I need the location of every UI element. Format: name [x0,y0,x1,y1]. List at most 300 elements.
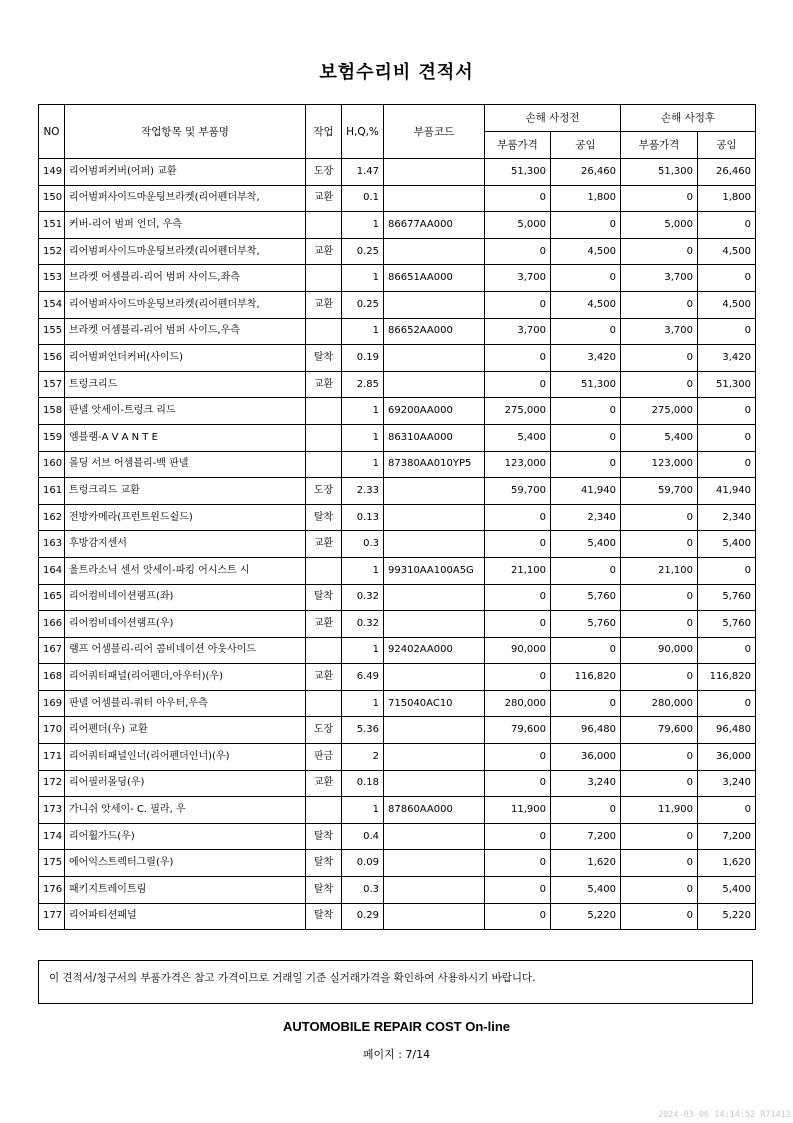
cell-part-code [384,238,485,265]
cell-labor-after: 51,300 [698,371,756,398]
cell-item: 램프 어셈블리-리어 콤비네이션 아웃사이드 [65,637,306,664]
cell-labor-after: 0 [698,424,756,451]
cell-hq: 6.49 [342,664,384,691]
cell-item: 리어휠가드(우) [65,823,306,850]
cell-part-price-before: 0 [485,185,551,212]
cell-part-code: 87380AA010YP5 [384,451,485,478]
cell-hq: 0.25 [342,238,384,265]
cell-part-price-after: 0 [621,185,698,212]
cell-part-code [384,664,485,691]
cell-labor-before: 36,000 [551,744,621,771]
cell-labor-after: 96,480 [698,717,756,744]
table-row [39,451,756,478]
cell-item: 가니쉬 앗세이- C. 필라, 우 [65,797,306,824]
cell-labor-before: 0 [551,637,621,664]
cell-labor-before: 5,760 [551,584,621,611]
cell-part-code [384,345,485,372]
cell-part-price-before: 0 [485,584,551,611]
cell-item: 에어익스트렉터그릴(우) [65,850,306,877]
cell-item: 엠블램-A V A N T E [65,424,306,451]
cell-part-price-before: 0 [485,823,551,850]
cell-part-price-after: 0 [621,664,698,691]
table-row [39,797,756,824]
cell-no: 156 [39,345,65,372]
cell-labor-after: 3,240 [698,770,756,797]
cell-work [306,398,342,425]
cell-part-price-before: 0 [485,877,551,904]
cell-labor-after: 1,620 [698,850,756,877]
cell-work: 탈착 [306,584,342,611]
cell-hq: 2 [342,744,384,771]
cell-item: 패키지트레이트림 [65,877,306,904]
cell-part-price-before: 275,000 [485,398,551,425]
cell-work [306,451,342,478]
cell-item: 리어파티션패널 [65,903,306,930]
cell-no: 162 [39,504,65,531]
cell-work: 판금 [306,744,342,771]
cell-hq: 0.25 [342,291,384,318]
cell-item: 후방감지센서 [65,531,306,558]
cell-labor-after: 4,500 [698,291,756,318]
cell-labor-after: 26,460 [698,159,756,186]
cell-part-price-before: 90,000 [485,637,551,664]
cell-hq: 0.09 [342,850,384,877]
cell-item: 트렁크리드 교환 [65,478,306,505]
cell-work [306,690,342,717]
cell-labor-before: 0 [551,212,621,239]
cell-labor-before: 0 [551,265,621,292]
cell-work: 탈착 [306,823,342,850]
cell-part-code [384,478,485,505]
page-number: 페이지 : 7/14 [362,1048,431,1061]
cell-part-price-after: 0 [621,744,698,771]
header-part-code: 부품코드 [384,105,485,159]
cell-part-code: 99310AA100A5G [384,557,485,584]
cell-no: 176 [39,877,65,904]
cell-hq: 0.3 [342,877,384,904]
cell-part-price-after: 3,700 [621,265,698,292]
cell-labor-before: 0 [551,398,621,425]
header-hq: H,Q,% [342,105,384,159]
cell-work: 탈착 [306,850,342,877]
cell-part-price-after: 0 [621,877,698,904]
cell-labor-before: 2,340 [551,504,621,531]
price-notice: 이 견적서/청구서의 부품가격은 참고 가격이므로 거래일 기준 실거래가격을 확인하여 사용하시기 바랍니다. [38,960,753,1004]
cell-no: 161 [39,478,65,505]
cell-part-price-after: 21,100 [621,557,698,584]
cell-hq: 1 [342,212,384,239]
cell-labor-after: 4,500 [698,238,756,265]
cell-no: 150 [39,185,65,212]
cell-part-price-before: 0 [485,345,551,372]
cell-part-code [384,850,485,877]
cell-part-price-before: 21,100 [485,557,551,584]
table-row [39,291,756,318]
cell-labor-before: 1,620 [551,850,621,877]
cell-part-code: 715040AC10 [384,690,485,717]
table-row [39,238,756,265]
header-labor-before: 공임 [551,132,621,159]
table-row [39,717,756,744]
cell-work: 교환 [306,770,342,797]
cell-part-price-after: 0 [621,504,698,531]
cell-no: 154 [39,291,65,318]
cell-labor-before: 5,400 [551,877,621,904]
header-part-price-after: 부품가격 [621,132,698,159]
cell-work: 도장 [306,159,342,186]
cell-work: 탈착 [306,345,342,372]
cell-no: 152 [39,238,65,265]
cell-part-price-after: 0 [621,823,698,850]
cell-labor-before: 4,500 [551,291,621,318]
table-row [39,850,756,877]
cell-part-price-after: 0 [621,611,698,638]
cell-item: 울트라소닉 센서 앗세이-파킹 어시스트 시 [65,557,306,584]
cell-labor-before: 96,480 [551,717,621,744]
cell-work: 교환 [306,664,342,691]
cell-labor-before: 0 [551,318,621,345]
cell-part-price-before: 0 [485,664,551,691]
cell-part-price-after: 0 [621,345,698,372]
cell-work: 교환 [306,611,342,638]
cell-item: 리어필러몰딩(우) [65,770,306,797]
cell-part-price-after: 59,700 [621,478,698,505]
cell-hq: 1 [342,424,384,451]
cell-part-code [384,770,485,797]
cell-no: 170 [39,717,65,744]
cell-hq: 2.85 [342,371,384,398]
table-row [39,345,756,372]
cell-part-price-before: 59,700 [485,478,551,505]
cell-item: 커버-리어 범퍼 언더, 우측 [65,212,306,239]
header-part-price-before: 부품가격 [485,132,551,159]
cell-labor-before: 26,460 [551,159,621,186]
cell-hq: 0.32 [342,584,384,611]
cell-labor-after: 116,820 [698,664,756,691]
cell-part-price-after: 0 [621,371,698,398]
cell-item: 리어범퍼사이드마운팅브라켓(리어펜더부착, [65,291,306,318]
cell-labor-before: 3,420 [551,345,621,372]
cell-labor-before: 0 [551,690,621,717]
cell-part-price-before: 123,000 [485,451,551,478]
cell-part-price-after: 51,300 [621,159,698,186]
cell-hq: 5.36 [342,717,384,744]
cell-part-code [384,744,485,771]
cell-part-code [384,185,485,212]
cell-work [306,424,342,451]
table-row [39,318,756,345]
cell-work: 탈착 [306,903,342,930]
cell-labor-before: 1,800 [551,185,621,212]
cell-labor-before: 3,240 [551,770,621,797]
cell-part-price-after: 0 [621,531,698,558]
table-row [39,185,756,212]
cell-work [306,318,342,345]
cell-labor-before: 116,820 [551,664,621,691]
cell-labor-after: 0 [698,557,756,584]
table-row [39,478,756,505]
cell-item: 리어컴비네이션램프(우) [65,611,306,638]
cell-no: 173 [39,797,65,824]
cell-labor-after: 0 [698,690,756,717]
estimate-table [38,104,756,930]
cell-item: 판넬 앗세이-트렁크 리드 [65,398,306,425]
cell-labor-after: 36,000 [698,744,756,771]
cell-part-price-after: 275,000 [621,398,698,425]
document-title: 보험수리비 견적서 [319,62,474,83]
cell-part-price-after: 5,000 [621,212,698,239]
cell-hq: 1 [342,398,384,425]
cell-hq: 1 [342,265,384,292]
cell-no: 160 [39,451,65,478]
table-body [39,159,756,930]
cell-part-code: 69200AA000 [384,398,485,425]
cell-work: 탈착 [306,504,342,531]
cell-part-code [384,877,485,904]
cell-no: 169 [39,690,65,717]
cell-labor-before: 0 [551,557,621,584]
cell-hq: 1 [342,797,384,824]
cell-hq: 1 [342,318,384,345]
cell-part-price-before: 0 [485,611,551,638]
cell-item: 리어범퍼언더커버(사이드) [65,345,306,372]
cell-labor-before: 7,200 [551,823,621,850]
table-row [39,212,756,239]
cell-labor-before: 0 [551,797,621,824]
cell-labor-after: 5,400 [698,531,756,558]
cell-hq: 0.13 [342,504,384,531]
cell-part-price-after: 123,000 [621,451,698,478]
table-row [39,424,756,451]
cell-work [306,265,342,292]
cell-no: 149 [39,159,65,186]
header-after-assessment: 손해 사정후 [621,105,756,132]
cell-part-price-before: 5,000 [485,212,551,239]
cell-labor-before: 0 [551,451,621,478]
cell-hq: 0.32 [342,611,384,638]
cell-item: 트렁크리드 [65,371,306,398]
cell-item: 브라켓 어셈블리-리어 범퍼 사이드,우측 [65,318,306,345]
cell-part-code [384,531,485,558]
cell-part-price-after: 5,400 [621,424,698,451]
cell-hq: 1.47 [342,159,384,186]
print-timestamp: 2024-03-06 14:14:52 R71412 [657,1110,791,1120]
cell-no: 168 [39,664,65,691]
table-row [39,531,756,558]
table-row [39,159,756,186]
header-work: 작업 [306,105,342,159]
cell-part-price-after: 0 [621,850,698,877]
table-header [39,105,756,159]
cell-no: 177 [39,903,65,930]
table-row [39,611,756,638]
cell-part-code [384,584,485,611]
cell-part-code [384,291,485,318]
cell-work: 도장 [306,717,342,744]
cell-work: 교환 [306,238,342,265]
cell-item: 리어쿼터패널인너(리어펜더인너)(우) [65,744,306,771]
cell-labor-after: 0 [698,212,756,239]
cell-part-price-before: 0 [485,291,551,318]
cell-no: 164 [39,557,65,584]
cell-no: 167 [39,637,65,664]
cell-part-price-before: 0 [485,531,551,558]
table-row [39,265,756,292]
cell-work: 교환 [306,531,342,558]
cell-part-code [384,371,485,398]
cell-work [306,557,342,584]
table-row [39,584,756,611]
cell-hq: 0.19 [342,345,384,372]
cell-hq: 0.4 [342,823,384,850]
table-row [39,744,756,771]
table-row [39,557,756,584]
cell-item: 리어컴비네이션램프(좌) [65,584,306,611]
cell-item: 리어범퍼사이드마운팅브라켓(리어펜더부착, [65,238,306,265]
cell-work: 교환 [306,185,342,212]
cell-labor-after: 0 [698,318,756,345]
cell-hq: 1 [342,637,384,664]
cell-hq: 0.3 [342,531,384,558]
table-row [39,371,756,398]
table-row [39,504,756,531]
footer-title: AUTOMOBILE REPAIR COST On-line [282,1019,511,1034]
table-row [39,903,756,930]
cell-item: 리어쿼터패널(리어펜더,아우터)(우) [65,664,306,691]
cell-hq: 0.18 [342,770,384,797]
table-row [39,690,756,717]
header-before-assessment: 손해 사정전 [485,105,621,132]
cell-labor-before: 51,300 [551,371,621,398]
cell-part-code: 86651AA000 [384,265,485,292]
cell-hq: 2.33 [342,478,384,505]
cell-part-code [384,504,485,531]
cell-labor-before: 4,500 [551,238,621,265]
table-row [39,770,756,797]
cell-item: 판넬 어셈블리-쿼터 아우터,우측 [65,690,306,717]
cell-labor-before: 5,400 [551,531,621,558]
cell-work: 탈착 [306,877,342,904]
cell-part-price-after: 0 [621,903,698,930]
cell-labor-after: 0 [698,637,756,664]
cell-part-price-before: 0 [485,850,551,877]
cell-labor-before: 0 [551,424,621,451]
cell-hq: 1 [342,557,384,584]
cell-no: 153 [39,265,65,292]
cell-part-price-before: 0 [485,371,551,398]
cell-part-price-before: 0 [485,504,551,531]
cell-no: 159 [39,424,65,451]
cell-item: 브라켓 어셈블리-리어 범퍼 사이드,좌측 [65,265,306,292]
cell-part-price-after: 0 [621,291,698,318]
cell-part-price-before: 51,300 [485,159,551,186]
cell-no: 151 [39,212,65,239]
cell-no: 157 [39,371,65,398]
cell-part-price-after: 0 [621,770,698,797]
header-no: NO [39,105,65,159]
cell-no: 163 [39,531,65,558]
cell-part-price-after: 79,600 [621,717,698,744]
cell-item: 리어범퍼커버(어퍼) 교환 [65,159,306,186]
table-row [39,637,756,664]
cell-part-price-before: 0 [485,770,551,797]
cell-part-price-before: 0 [485,238,551,265]
cell-part-price-before: 280,000 [485,690,551,717]
cell-labor-before: 41,940 [551,478,621,505]
cell-work: 도장 [306,478,342,505]
cell-work [306,797,342,824]
table-row [39,823,756,850]
cell-item: 전방카메라(프런트윈드쉴드) [65,504,306,531]
cell-item: 리어범퍼사이드마운팅브라켓(리어펜더부착, [65,185,306,212]
cell-labor-after: 5,760 [698,584,756,611]
cell-item: 몰딩 서브 어셈블리-백 판넬 [65,451,306,478]
cell-labor-after: 2,340 [698,504,756,531]
cell-no: 165 [39,584,65,611]
cell-part-price-before: 3,700 [485,318,551,345]
cell-part-price-before: 11,900 [485,797,551,824]
cell-part-code [384,823,485,850]
cell-part-code [384,611,485,638]
cell-part-code: 87860AA000 [384,797,485,824]
cell-part-code: 92402AA000 [384,637,485,664]
cell-part-price-after: 3,700 [621,318,698,345]
cell-part-code: 86677AA000 [384,212,485,239]
cell-no: 155 [39,318,65,345]
cell-labor-after: 5,400 [698,877,756,904]
cell-labor-before: 5,760 [551,611,621,638]
cell-work [306,637,342,664]
table-row [39,664,756,691]
cell-labor-after: 0 [698,451,756,478]
table-row [39,398,756,425]
cell-no: 171 [39,744,65,771]
cell-no: 158 [39,398,65,425]
cell-labor-after: 7,200 [698,823,756,850]
cell-no: 174 [39,823,65,850]
cell-part-code: 86310AA000 [384,424,485,451]
cell-labor-after: 0 [698,398,756,425]
cell-part-price-after: 280,000 [621,690,698,717]
cell-part-price-before: 0 [485,903,551,930]
cell-labor-after: 41,940 [698,478,756,505]
cell-work: 교환 [306,371,342,398]
cell-part-price-after: 11,900 [621,797,698,824]
cell-labor-before: 5,220 [551,903,621,930]
cell-labor-after: 0 [698,797,756,824]
cell-part-code: 86652AA000 [384,318,485,345]
cell-work: 교환 [306,291,342,318]
cell-hq: 0.1 [342,185,384,212]
cell-part-code [384,159,485,186]
cell-part-price-after: 0 [621,584,698,611]
cell-part-code [384,717,485,744]
cell-part-price-after: 90,000 [621,637,698,664]
cell-labor-after: 0 [698,265,756,292]
cell-part-code [384,903,485,930]
cell-work [306,212,342,239]
cell-part-price-before: 79,600 [485,717,551,744]
cell-labor-after: 3,420 [698,345,756,372]
cell-no: 172 [39,770,65,797]
header-labor-after: 공임 [698,132,756,159]
cell-hq: 0.29 [342,903,384,930]
cell-hq: 1 [342,451,384,478]
cell-labor-after: 5,760 [698,611,756,638]
cell-hq: 1 [342,690,384,717]
cell-labor-after: 5,220 [698,903,756,930]
cell-no: 175 [39,850,65,877]
